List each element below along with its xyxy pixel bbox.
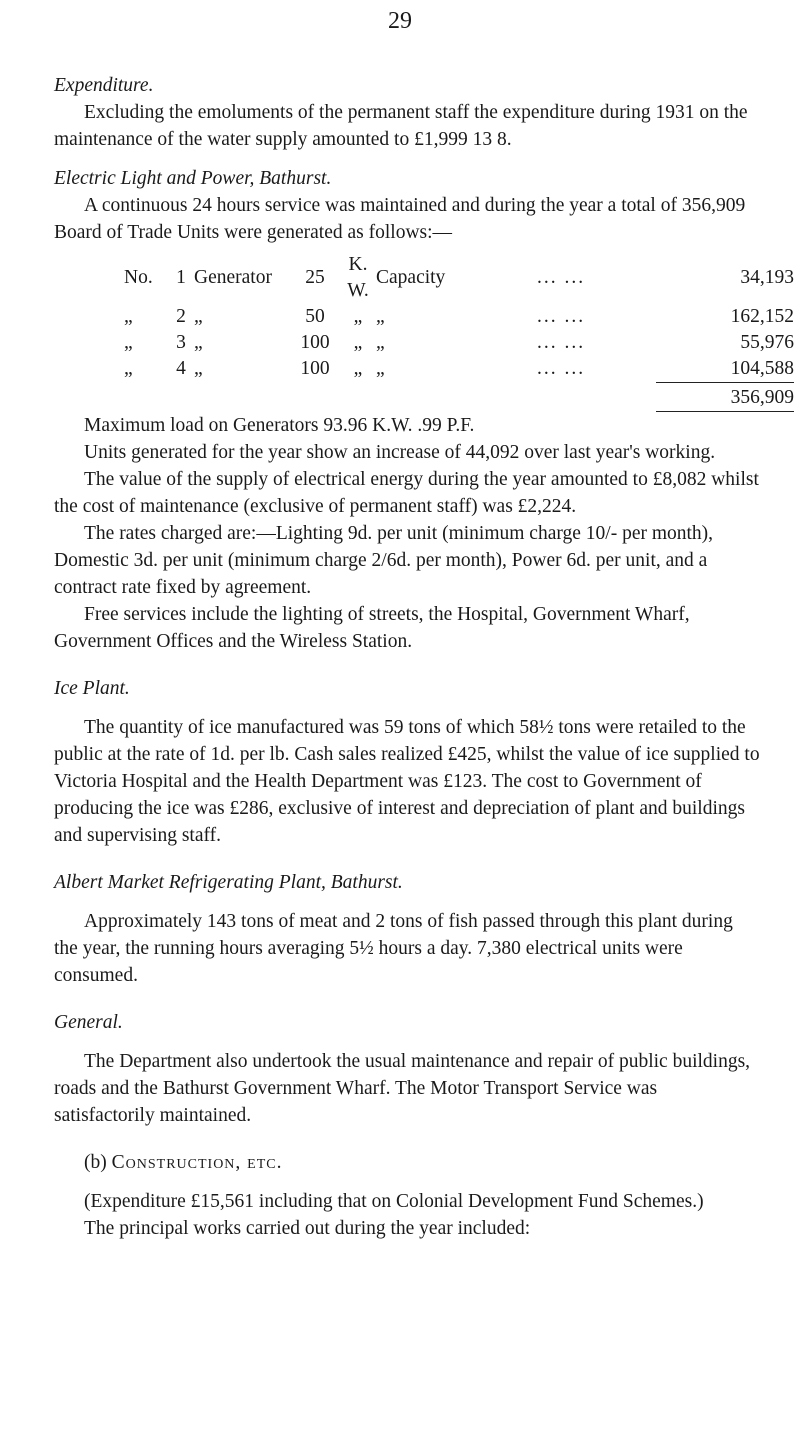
generator-units: 104,588 <box>730 358 794 379</box>
ice-plant-heading: Ice Plant. <box>54 678 130 699</box>
construction-label: (b) <box>84 1152 107 1173</box>
general-paragraph: The Department also undertook the usual maintenance and repair of public buildings, roads and the Bathurst Government Wharf. The Motor Transport Service was satisfactorily maintained. <box>54 1051 751 1126</box>
expenditure-paragraph: Excluding the emoluments of the permanent staff the expenditure during 1931 on the maintenance of the water supply amounted to £1,999 13 8. <box>54 102 748 150</box>
generator-units: 34,193 <box>740 267 794 288</box>
albert-market-heading: Albert Market Refrigerating Plant, Bathurst. <box>54 872 403 893</box>
ice-plant-paragraph: The quantity of ice manufactured was 59 tons of which 58½ tons were retailed to the public at the rate of 1d. per lb. Cash sales realized £425, whilst the value of ice supplied to Victoria Hospital and the Health Department was £123. The cost to Government of producing the ice was £286, exclusive of interest and depreciation of plant and buildings and supervising staff. <box>54 717 760 846</box>
generator-row: „ 3 „ 100 „ „ ... ... 55,976 <box>124 330 794 356</box>
generator-units: 162,152 <box>730 306 794 327</box>
construction-heading <box>84 1149 760 1176</box>
generator-row: „ 2 „ 50 „ „ ... ... 162,152 <box>124 304 794 330</box>
generator-units: 55,976 <box>740 332 794 353</box>
construction-title: Construction, etc. <box>111 1152 283 1173</box>
generator-row: No. 1 Generator 25 K. W. Capacity ... ... 34,193 <box>124 252 794 304</box>
albert-market-paragraph: Approximately 143 tons of meat and 2 tons of fish passed through this plant during the year, the running hours averaging 5½ hours a day. 7,380 electrical units were consumed. <box>54 911 733 986</box>
rates-text: The rates charged are:—Lighting 9d. per unit (minimum charge 10/- per month), Domestic 3d. per unit (minimum charge 2/6d. per month), Power 6d. per unit, and a contract rate fixed by agreement. <box>54 523 714 598</box>
max-load-text: Maximum load on Generators 93.96 K.W. .99 P.F. <box>84 415 475 436</box>
page-number: 29 <box>388 8 412 34</box>
page-content <box>54 72 794 1242</box>
electric-intro-paragraph: A continuous 24 hours service was maintained and during the year a total of 356,909 Board of Trade Units were generated as follows:— <box>54 195 746 243</box>
free-services-text: Free services include the lighting of streets, the Hospital, Government Wharf, Government Offices and the Wireless Station. <box>54 604 690 652</box>
generator-total: 356,909 <box>656 383 794 412</box>
electric-heading: Electric Light and Power, Bathurst. <box>54 168 332 189</box>
construction-expenditure: (Expenditure £15,561 including that on Colonial Development Fund Schemes.) <box>84 1191 704 1212</box>
generator-table <box>124 252 794 412</box>
units-increase-text: Units generated for the year show an increase of 44,092 over last year's working. <box>84 442 716 463</box>
supply-value-text: The value of the supply of electrical energy during the year amounted to £8,082 whilst the cost of maintenance (exclusive of permanent staff) was £2,224. <box>54 469 759 517</box>
generator-row: „ 4 „ 100 „ „ ... ... 104,588 <box>124 356 794 383</box>
generator-total-row <box>124 383 794 412</box>
expenditure-heading: Expenditure. <box>54 75 154 96</box>
construction-principal: The principal works carried out during the year included: <box>84 1218 531 1239</box>
general-heading: General. <box>54 1012 123 1033</box>
